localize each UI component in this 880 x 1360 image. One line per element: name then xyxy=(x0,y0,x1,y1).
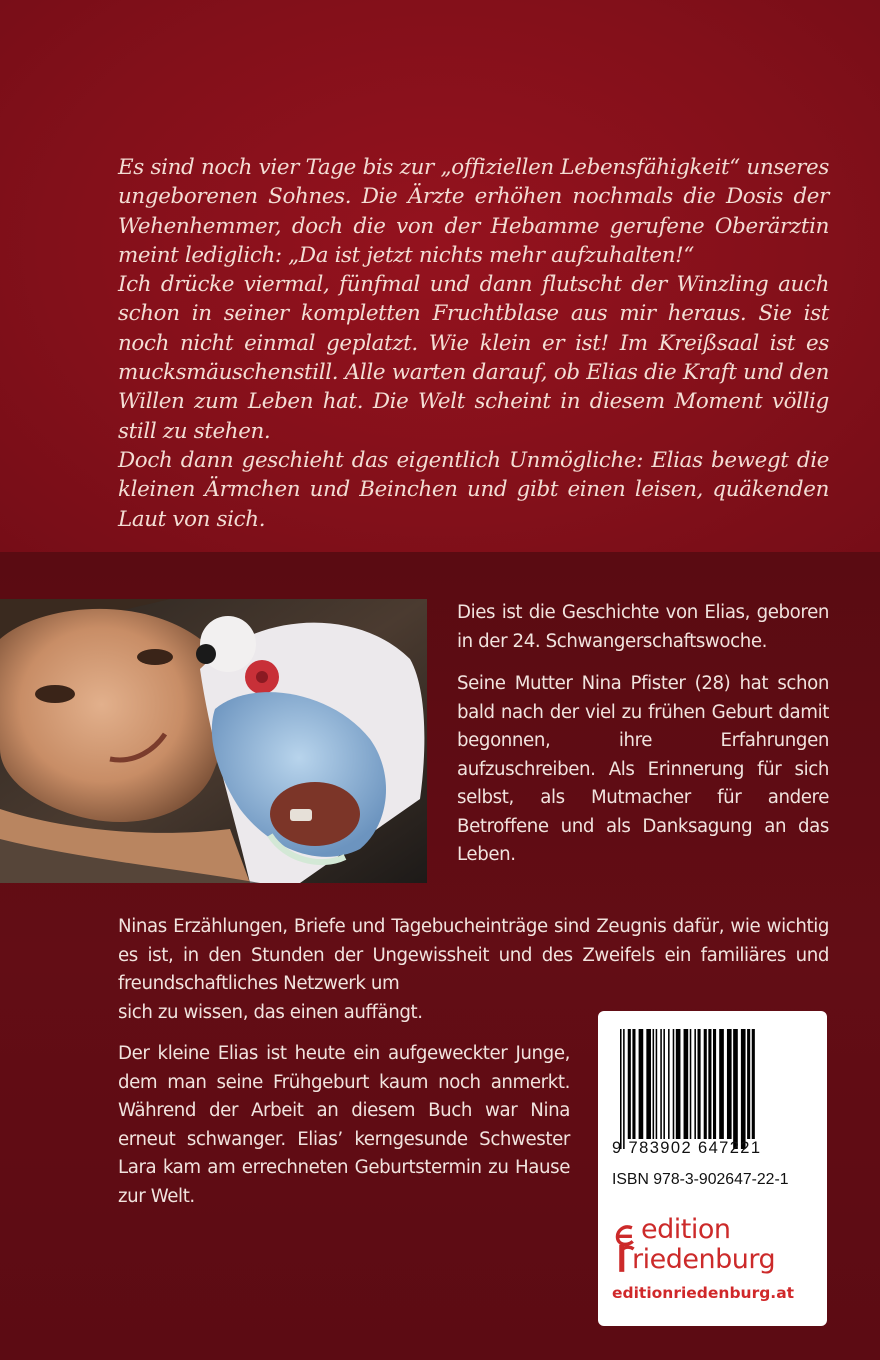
blurb-right-column xyxy=(457,599,829,870)
blurb-testimony xyxy=(118,913,829,1027)
quote-paragraph: Doch dann geschieht das eigentlich Unmögliche: Elias bewegt die kleinen Ärmchen und Beinchen und gibt einen leisen, quäkenden Laut von sich. xyxy=(118,447,829,532)
barcode-bar xyxy=(694,1029,696,1139)
publisher-name-line2: riedenburg xyxy=(632,1244,776,1275)
publisher-name-line1: edition xyxy=(641,1214,731,1245)
quote-paragraph: Es sind noch vier Tage bis zur „offiziellen Lebensfähigkeit“ unseres ungeborenen Sohnes. Die Ärzte erhöhen nochmals die Dosis der Wehenhemmer, doch die von der Hebamme gerufene Oberärztin meint lediglich: „Da ist jetzt nichts mehr aufzuhalten!“ xyxy=(118,155,829,268)
barcode-bar xyxy=(660,1029,662,1139)
barcode-bar xyxy=(628,1029,631,1139)
barcode-bar xyxy=(676,1029,681,1139)
barcode-bar xyxy=(713,1029,716,1139)
mother-and-baby-photo xyxy=(0,599,427,883)
barcode-bar xyxy=(632,1029,635,1139)
barcode-bar xyxy=(639,1029,644,1139)
blurb-mother: Seine Mutter Nina Pfister (28) hat schon bald nach der viel zu frühen Geburt damit begonnen, ihre Erfahrungen aufzuschreiben. Als Erinnerung für sich selbst, als Mutmacher für andere Betroffene und als Danksagung an das Leben. xyxy=(457,673,829,865)
barcode-bar xyxy=(727,1029,732,1139)
isbn-number: ISBN 978-3-902647-22-1 xyxy=(612,1171,789,1188)
publisher-logo xyxy=(606,1211,819,1311)
excerpt-quote xyxy=(118,153,829,534)
barcode-bar xyxy=(752,1029,755,1139)
blurb-testimony-wide: Ninas Erzählungen, Briefe und Tagebucheinträge sind Zeugnis dafür, wie wichtig es ist, in den Stunden der Ungewissheit und des Zweifels ein familiäres und freundschaftliches Netzwerk um xyxy=(118,916,829,994)
barcode-bar xyxy=(747,1029,750,1139)
barcode-bar xyxy=(684,1029,689,1139)
quote-paragraph: Ich drücke viermal, fünfmal und dann flutscht der Winzling auch schon in seiner kompletten Fruchtblase aus mir heraus. Sie ist noch nicht einmal geplatzt. Wie klein er ist! Im Kreißsaal ist es mucksmäuschenstill. Alle warten darauf, ob Elias die Kraft und den Willen zum Leben hat. Die Welt scheint in diesem Moment völlig still zu stehen. xyxy=(118,272,829,444)
barcode-bar xyxy=(673,1029,675,1139)
barcode-bar xyxy=(663,1029,665,1139)
barcode-bar xyxy=(646,1029,651,1139)
barcode-digits: 9 783902 647221 xyxy=(612,1139,762,1157)
barcode-bar xyxy=(741,1029,746,1149)
blurb-today xyxy=(118,1040,570,1211)
barcode-bar xyxy=(653,1029,655,1139)
barcode-bar xyxy=(719,1029,724,1139)
barcode-bar xyxy=(668,1029,670,1139)
barcode-bar xyxy=(704,1029,707,1139)
barcode-bar xyxy=(698,1029,701,1139)
barcode-bar xyxy=(656,1029,658,1139)
barcode-bar xyxy=(620,1029,622,1149)
blurb-today-text: Der kleine Elias ist heute ein aufgeweckter Junge, dem man seine Frühgeburt kaum noch anmerkt. Während der Arbeit an diesem Buch war Nina erneut schwanger. Elias’ kerngesunde Schwester Lara kam am errechneten Geburtstermin zu Hause zur Welt. xyxy=(118,1043,570,1207)
barcode-panel xyxy=(598,1011,827,1326)
blurb-testimony-end: sich zu wissen, das einen auffängt. xyxy=(118,1001,423,1023)
publisher-url: editionriedenburg.at xyxy=(612,1284,795,1302)
barcode-bar xyxy=(708,1029,711,1139)
barcode-bar xyxy=(690,1029,692,1139)
barcode-bar xyxy=(623,1029,625,1149)
barcode-bar xyxy=(733,1029,738,1149)
blurb-intro: Dies ist die Geschichte von Elias, geboren in der 24. Schwangerschaftswoche. xyxy=(457,602,829,652)
